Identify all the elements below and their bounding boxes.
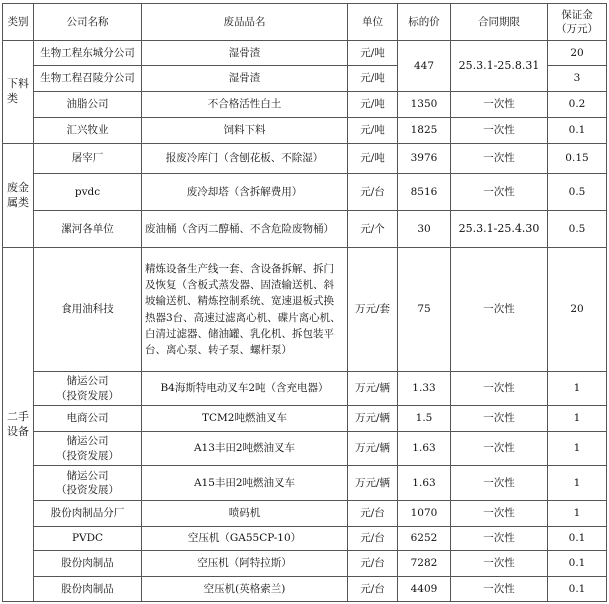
unit-cell: 万元/辆: [348, 432, 398, 466]
table-row: [3, 501, 607, 527]
unit-cell: 元/吨: [348, 66, 398, 92]
company-cell: 汇兴牧业: [34, 118, 142, 144]
period-cell: 一次性: [451, 432, 548, 466]
price-cell: 1350: [398, 92, 451, 118]
unit-cell: 元/吨: [348, 92, 398, 118]
deposit-cell: 0.2: [548, 92, 607, 118]
header-category: 类别: [3, 4, 34, 41]
item-cell: A15丰田2吨燃油叉车: [142, 466, 348, 501]
unit-cell: 万元/套: [348, 248, 398, 372]
company-cell: 股份肉制品分厂: [34, 501, 142, 527]
table-row: [3, 211, 607, 248]
header-deposit: 保证金 （万元）: [548, 4, 607, 41]
item-cell: 湿骨渣: [142, 41, 348, 66]
table-row: [3, 406, 607, 432]
item-cell: A13丰田2吨燃油叉车: [142, 432, 348, 466]
deposit-cell: 20: [548, 248, 607, 372]
deposit-cell: 1: [548, 466, 607, 501]
price-cell: 8516: [398, 174, 451, 211]
item-cell: 喷码机: [142, 501, 348, 527]
price-cell: 447: [398, 41, 451, 92]
company-cell: 生物工程召陵分公司: [34, 66, 142, 92]
item-cell: 饲料下料: [142, 118, 348, 144]
item-cell: 废冷却塔（含拆解费用）: [142, 174, 348, 211]
company-cell: pvdc: [34, 174, 142, 211]
deposit-cell: 0.5: [548, 174, 607, 211]
deposit-cell: 0.15: [548, 144, 607, 174]
item-cell: 不合格活性白土: [142, 92, 348, 118]
deposit-cell: 0.1: [548, 551, 607, 577]
item-cell: B4海斯特电动叉车2吨（含充电器）: [142, 372, 348, 406]
item-cell: 废油桶（含丙二醇桶、不含危险废物桶）: [142, 211, 348, 248]
price-cell: 75: [398, 248, 451, 372]
company-cell: 漯河各单位: [34, 211, 142, 248]
unit-cell: 元/吨: [348, 144, 398, 174]
table-row: [3, 144, 607, 174]
table-row: [3, 174, 607, 211]
company-cell: 储运公司 （投资发展）: [34, 466, 142, 501]
deposit-cell: 0.1: [548, 118, 607, 144]
price-cell: 3976: [398, 144, 451, 174]
price-cell: 1.63: [398, 432, 451, 466]
table-row: [3, 372, 607, 406]
period-cell: 一次性: [451, 174, 548, 211]
unit-cell: 万元/辆: [348, 372, 398, 406]
period-cell: 一次性: [451, 92, 548, 118]
header-price: 标的价: [398, 4, 451, 41]
header-unit: 单位: [348, 4, 398, 41]
company-cell: 股份肉制品: [34, 577, 142, 602]
company-cell: 屠宰厂: [34, 144, 142, 174]
deposit-cell: 20: [548, 41, 607, 66]
unit-cell: 元/台: [348, 174, 398, 211]
table-row: [3, 577, 607, 602]
company-cell: 食用油科技: [34, 248, 142, 372]
table-row: [3, 527, 607, 551]
company-cell: 油脂公司: [34, 92, 142, 118]
item-cell: 空压机（GA55CP-10）: [142, 527, 348, 551]
period-cell: 一次性: [451, 551, 548, 577]
deposit-cell: 3: [548, 66, 607, 92]
scrap-auction-table: [2, 3, 607, 602]
period-cell: 一次性: [451, 372, 548, 406]
unit-cell: 元/吨: [348, 118, 398, 144]
header-item: 废品品名: [142, 4, 348, 41]
table-row: [3, 41, 607, 66]
price-cell: 1.5: [398, 406, 451, 432]
unit-cell: 元/吨: [348, 41, 398, 66]
unit-cell: 元/台: [348, 577, 398, 602]
table-row: [3, 466, 607, 501]
header-row: [3, 4, 607, 41]
period-cell: 一次性: [451, 527, 548, 551]
unit-cell: 万元/辆: [348, 406, 398, 432]
unit-cell: 元/台: [348, 501, 398, 527]
price-cell: 1.33: [398, 372, 451, 406]
deposit-cell: 0.1: [548, 577, 607, 602]
period-cell: 25.3.1-25.4.30: [451, 211, 548, 248]
header-company: 公司名称: [34, 4, 142, 41]
table-row: [3, 92, 607, 118]
item-cell: 空压机（阿特拉斯）: [142, 551, 348, 577]
price-cell: 1070: [398, 501, 451, 527]
deposit-cell: 1: [548, 372, 607, 406]
company-cell: 电商公司: [34, 406, 142, 432]
price-cell: 1825: [398, 118, 451, 144]
company-cell: PVDC: [34, 527, 142, 551]
company-cell: 股份肉制品: [34, 551, 142, 577]
item-cell: TCM2吨燃油叉车: [142, 406, 348, 432]
period-cell: 25.3.1-25.8.31: [451, 41, 548, 92]
price-cell: 30: [398, 211, 451, 248]
item-cell: 湿骨渣: [142, 66, 348, 92]
company-cell: 生物工程东城分公司: [34, 41, 142, 66]
price-cell: 6252: [398, 527, 451, 551]
period-cell: 一次性: [451, 577, 548, 602]
deposit-cell: 1: [548, 432, 607, 466]
deposit-cell: 1: [548, 406, 607, 432]
unit-cell: 万元/辆: [348, 466, 398, 501]
period-cell: 一次性: [451, 248, 548, 372]
category-cell: 废金 属类: [3, 144, 34, 248]
header-period: 合同期限: [451, 4, 548, 41]
company-cell: 储运公司 （投资发展）: [34, 372, 142, 406]
table-row: [3, 432, 607, 466]
item-cell: 精炼设备生产线一套、含设备拆解、拆门及恢复（含板式蒸发器、固渣输送机、斜坡输送机、精炼控制系统、宽速退板式换热器3台、高速过滤离心机、碟片离心机、白清过滤器、储油罐、乳化机、拆包装平台、离心泵、转子泵、螺杆泵）: [142, 248, 348, 372]
item-cell: 报废冷库门（含刨花板、不除湿）: [142, 144, 348, 174]
category-cell: 下料 类: [3, 41, 34, 144]
unit-cell: 元/台: [348, 551, 398, 577]
period-cell: 一次性: [451, 466, 548, 501]
period-cell: 一次性: [451, 144, 548, 174]
period-cell: 一次性: [451, 501, 548, 527]
table-row: [3, 118, 607, 144]
unit-cell: 元/个: [348, 211, 398, 248]
company-cell: 储运公司 （投资发展）: [34, 432, 142, 466]
deposit-cell: 0.1: [548, 527, 607, 551]
price-cell: 4409: [398, 577, 451, 602]
deposit-cell: 0.5: [548, 211, 607, 248]
period-cell: 一次性: [451, 118, 548, 144]
unit-cell: 元/台: [348, 527, 398, 551]
period-cell: 一次性: [451, 406, 548, 432]
price-cell: 1.63: [398, 466, 451, 501]
table-row: [3, 248, 607, 372]
table-row: [3, 551, 607, 577]
deposit-cell: 1: [548, 501, 607, 527]
category-cell: 二手 设备: [3, 248, 34, 602]
item-cell: 空压机(英格索兰): [142, 577, 348, 602]
price-cell: 7282: [398, 551, 451, 577]
